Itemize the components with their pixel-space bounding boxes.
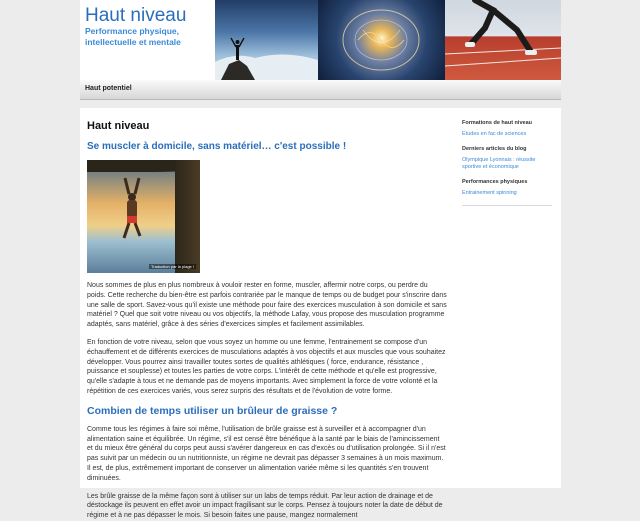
nav-item-haut-potentiel[interactable]: Haut potentiel: [85, 85, 132, 92]
article-paragraph: Les brûle graisse de la même façon sont à utiliser sur un labs de temps réduit. Par leur action de drainage et de déstockage ils peuvent en effet avoir un impact fragilisant sur le corps. Pensez à toujours noter la date de début de régime et à ne pas dépasser le mois. Si besoin faites une pause, mangez normalement: [87, 492, 443, 520]
article-paragraph: Comme tous les régimes à faire soi même, l'utilisation de brûle graisse est à surveiller et à accompagner d'un alimentation saine et équilibrée. Un régime, s'il est censé être bénéfique à la santé par le biais de l'amincissement et du mieux être général du corps peut aussi s'avérer dangereux en cas d'excès ou d'utilisation prolongée. Si il n'est pas suivit par un médecin ou un nutritionniste, un régime ne devrait pas dépasser 3 semaines à un mois maximum. Il est, de plus, extrêmement important de conserver un alimentation variée même si les quantités s'en trouvent diminuées.: [87, 425, 446, 482]
banner-runner-image: [445, 0, 561, 80]
sidebar-link-entrainement-spinning[interactable]: Entrainement spinning: [462, 190, 517, 196]
sidebar-heading-formations: Formations de haut niveau: [462, 120, 532, 126]
photo-tree-trunk: [175, 160, 200, 273]
article-paragraph: En fonction de votre niveau, selon que vous soyez un homme ou une femme, l'entrainement se compose d'un échauffement et de différents exercices de musculations adaptés à vos objectifs et aux muscles que vous souhaitez développer. Vous pourrez ainsi travailler toutes sortes de qualités athlétiques ( force, endurance, résistance , puissance et souplesse) et toutes les parties de votre corps. L'intérêt de cette méthode et qu'elle est progressive, qu'elle s'adapte à tous et ne demande pas de moyens importants. Avec simplement la force de votre volonté et la répétition de ces exercices variés, vous serez surpris des résultats et de l'évolution de votre forme.: [87, 338, 446, 395]
sidebar-link-olympique-lyonnais[interactable]: Olympique Lyonnais : réussite sportive et économique: [462, 157, 536, 170]
content-area: [80, 108, 561, 520]
article-heading-muscler[interactable]: Se muscler à domicile, sans matériel… c'est possible !: [87, 141, 347, 152]
photo-credit: Traduction par la plage !: [151, 264, 194, 269]
sidebar-link-etudes[interactable]: Etudes en fac de sciences: [462, 131, 527, 137]
article-paragraph: Nous sommes de plus en plus nombreux à vouloir rester en forme, muscler, affermir notre corps, ou perdre du poids. Cette recherche du bien-être est parfois contrariée par le manque de temps ou de budget pour s'inscrire dans une salle de sport. Savez-vous qu'il existe une méthode pour faire des exercices musculation à son domicile et sans matériel ? Quel que soit votre niveau ou vos objectifs, la méthode Lafay, vous propose des musculation programme adaptés, sans matériel, grâce à des séries d'exercices simples et facilement assimilables.: [87, 282, 447, 329]
main-nav: [80, 80, 561, 100]
sidebar-heading-derniers-articles: Derniers articles du blog: [462, 146, 527, 152]
article-photo-man-hanging: [87, 160, 200, 273]
main-content: [87, 120, 447, 521]
sidebar-heading-performances: Performances physiques: [462, 179, 528, 185]
photo-man-silhouette: [119, 178, 145, 240]
site-description: Performance physique, intellectuelle et mentale: [85, 26, 181, 47]
banner-mountain-climber-image: [215, 0, 318, 80]
sidebar: [462, 120, 552, 206]
article-heading-bruleur[interactable]: Combien de temps utiliser un brûleur de graisse ?: [87, 404, 338, 417]
banner-brain-image: [318, 0, 445, 80]
site-title[interactable]: Haut niveau: [85, 5, 187, 26]
header-banner: [215, 0, 561, 80]
page-title: Haut niveau: [87, 120, 150, 132]
sidebar-divider: [462, 205, 552, 206]
